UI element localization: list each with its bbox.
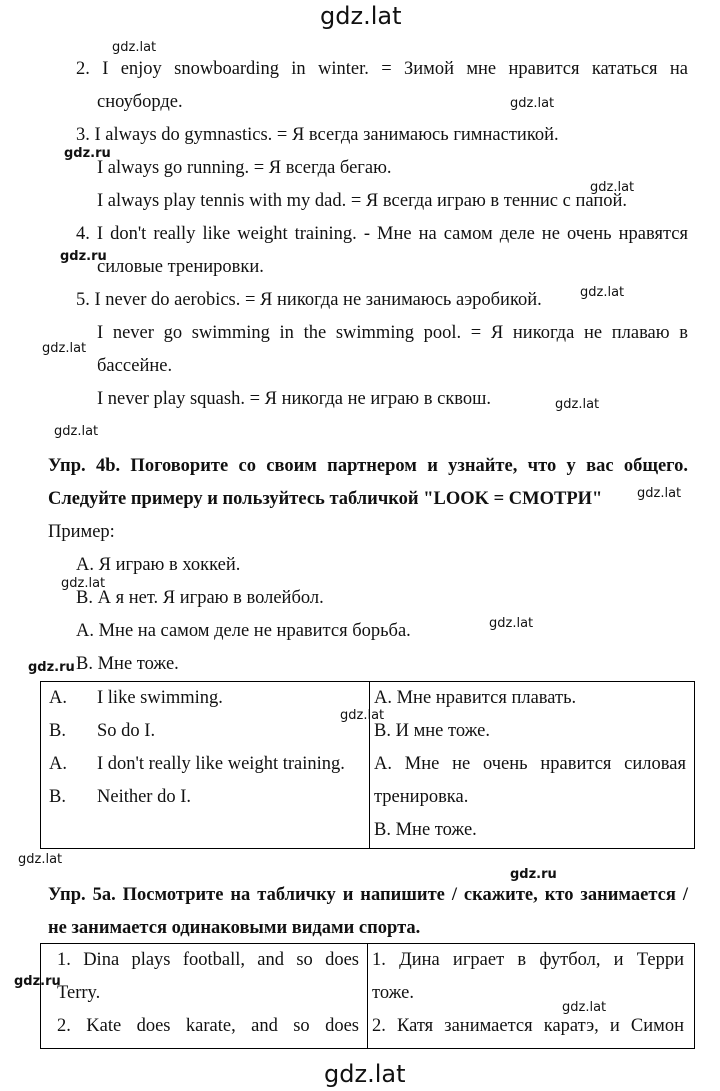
translation-line: В. И мне тоже. (374, 721, 491, 741)
watermark: gdz.lat (54, 424, 99, 439)
watermark: gdz.lat (112, 40, 157, 55)
watermark: gdz.lat (18, 852, 63, 867)
watermark: gdz.lat (590, 180, 635, 195)
example-line: В. Мне тоже. (76, 654, 179, 674)
example-line: А. Я играю в хоккей. (76, 555, 241, 575)
translation-line: В. Мне тоже. (374, 820, 477, 840)
translation-line: тренировка. (374, 787, 469, 807)
watermark: gdz.ru (60, 249, 107, 264)
watermark: gdz.ru (510, 867, 557, 882)
exercise-5a-heading: Упр. 5a. Посмотрите на табличку и напишите / скажите, кто занимается / (48, 885, 688, 905)
example-line: А. Мне на самом деле не нравится борьба. (76, 621, 411, 641)
example-label: Пример: (48, 522, 115, 542)
watermark: gdz.ru (64, 146, 111, 161)
watermark: gdz.lat (580, 285, 625, 300)
list-item: 3. I always do gymnastics. = Я всегда занимаюсь гимнастикой. (76, 125, 559, 145)
speaker-label: B. (49, 787, 66, 807)
list-item: I always play tennis with my dad. = Я всегда играю в теннис с папой. (97, 191, 627, 211)
list-item: 4. I don't really like weight training. - Мне на самом деле не очень нравятся (76, 224, 688, 244)
watermark: gdz.lat (42, 341, 87, 356)
watermark: gdz.lat (637, 486, 682, 501)
watermark: gdz.lat (340, 708, 385, 723)
dialogue-line: I like swimming. (97, 688, 223, 708)
translation-line: 2. Катя занимается каратэ, и Симон (372, 1016, 684, 1036)
watermark-header: gdz.lat (320, 2, 402, 30)
dialogue-left-cell (41, 682, 369, 848)
example-line: В. А я нет. Я играю в волейбол. (76, 588, 324, 608)
sentence-line: 1. Dina plays football, and so does (57, 950, 359, 970)
watermark: gdz.lat (555, 397, 600, 412)
watermark: gdz.ru (28, 660, 75, 675)
list-item: сноуборде. (97, 92, 183, 112)
list-item: силовые тренировки. (97, 257, 264, 277)
watermark: gdz.lat (510, 96, 555, 111)
sentence-line: 2. Kate does karate, and so does (57, 1016, 359, 1036)
translation-line: А. Мне нравится плавать. (374, 688, 577, 708)
watermark-footer: gdz.lat (324, 1060, 406, 1088)
dialogue-line: I don't really like weight training. (97, 754, 345, 774)
watermark: gdz.lat (61, 576, 106, 591)
speaker-label: A. (49, 688, 67, 708)
sentence-line: Terry. (57, 983, 101, 1003)
list-item: бассейне. (97, 356, 173, 376)
list-item: 2. I enjoy snowboarding in winter. = Зимой мне нравится кататься на (76, 59, 688, 79)
list-item: 5. I never do aerobics. = Я никогда не занимаюсь аэробикой. (76, 290, 542, 310)
exercise-4b-heading-cont: Следуйте примеру и пользуйтесь табличкой "LOOK = СМОТРИ" (48, 489, 603, 509)
sports-left-cell (41, 944, 367, 1048)
sports-table (40, 943, 695, 1049)
exercise-4b-heading: Упр. 4b. Поговорите со своим партнером и узнайте, что у вас общего. (48, 456, 688, 476)
speaker-label: B. (49, 721, 66, 741)
dialogue-table (40, 681, 695, 849)
sports-right-cell (368, 944, 694, 1048)
dialogue-line: So do I. (97, 721, 156, 741)
list-item: I never go swimming in the swimming pool. = Я никогда не плаваю в (97, 323, 688, 343)
translation-line: тоже. (372, 983, 415, 1003)
watermark: gdz.ru (14, 974, 61, 989)
translation-line: А. Мне не очень нравится силовая (374, 754, 686, 774)
list-item: I never play squash. = Я никогда не играю в сквош. (97, 389, 492, 409)
speaker-label: A. (49, 754, 67, 774)
watermark: gdz.lat (562, 1000, 607, 1015)
watermark: gdz.lat (489, 616, 534, 631)
dialogue-line: Neither do I. (97, 787, 192, 807)
dialogue-right-cell (370, 682, 694, 848)
list-item: I always go running. = Я всегда бегаю. (97, 158, 392, 178)
translation-line: 1. Дина играет в футбол, и Терри (372, 950, 684, 970)
exercise-5a-heading-cont: не занимается одинаковыми видами спорта. (48, 918, 421, 938)
